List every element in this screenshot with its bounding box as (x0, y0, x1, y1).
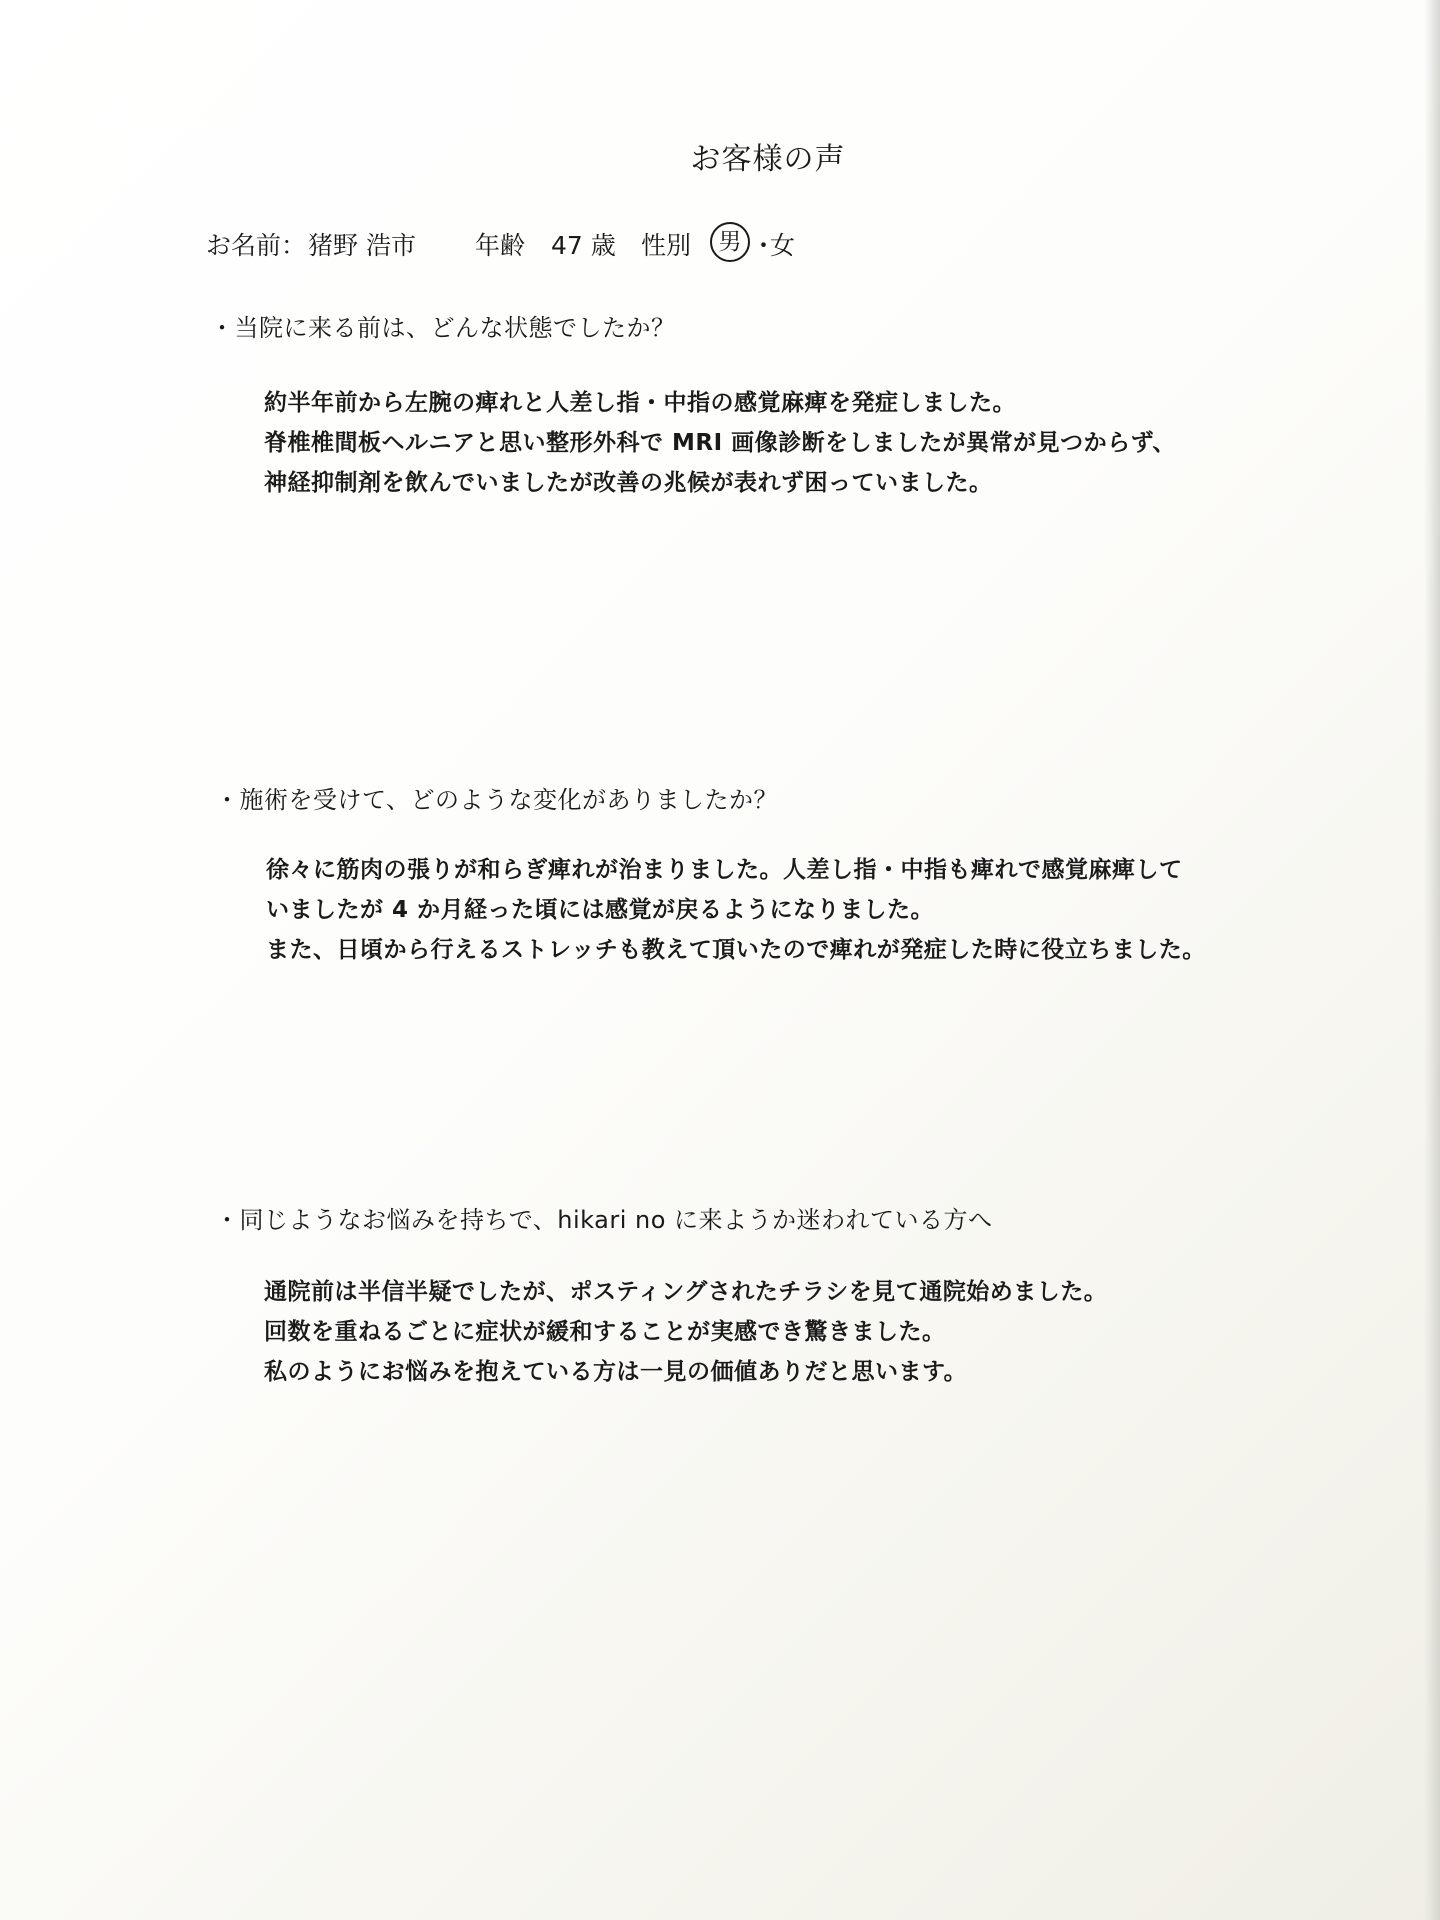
gender-male-circled (710, 226, 750, 262)
question-3: ・同じようなお悩みを持ちで、hikari no に来ようか迷われている方へ (215, 1206, 993, 1234)
answer-1-line: 神経抑制剤を飲んでいましたが改善の兆候が表れず困っていました。 (264, 470, 993, 496)
question-1: ・当院に来る前は、どんな状態でしたか？ (210, 314, 676, 342)
answer-1 (264, 383, 1176, 503)
gender-female: 女 (770, 231, 796, 260)
gender-male: 男 (710, 222, 750, 262)
name-value: 猪野 浩市 (308, 231, 416, 260)
document-title: お客様の声 (690, 142, 846, 177)
answer-3-line: 回数を重ねるごとに症状が緩和することが実感でき驚きました。 (264, 1319, 946, 1345)
age-value: 47 歳 (551, 231, 616, 260)
gender-separator: ・ (751, 231, 777, 260)
age-label: 年齢 (475, 231, 526, 260)
answer-3-line: 私のようにお悩みを抱えている方は一見の価値ありだと思います。 (264, 1359, 968, 1385)
question-2: ・施術を受けて、どのような変化がありましたか？ (215, 786, 779, 814)
answer-3-line: 通院前は半信半疑でしたが、ポスティングされたチラシを見て通院始めました。 (264, 1279, 1108, 1305)
answer-2-line: 徐々に筋肉の張りが和らぎ痺れが治まりました。人差し指・中指も痺れで感覚麻痺して (266, 857, 1183, 883)
answer-1-line: 脊椎椎間板ヘルニアと思い整形外科で MRI 画像診断をしましたが異常が見つからず、 (264, 430, 1176, 456)
page-edge-shadow (1424, 0, 1440, 1920)
gender-label: 性別 (641, 231, 692, 260)
answer-3 (264, 1272, 1107, 1392)
answer-1-line: 約半年前から左腕の痺れと人差し指・中指の感覚麻痺を発症しました。 (264, 390, 1016, 416)
answer-2-line: いましたが 4 か月経った頃には感覚が戻るようになりました。 (266, 897, 935, 923)
answer-2-line: また、日頃から行えるストレッチも教えて頂いたので痺れが発症した時に役立ちました。 (266, 937, 1206, 963)
answer-2 (266, 850, 1206, 970)
name-label: お名前： (206, 231, 307, 260)
